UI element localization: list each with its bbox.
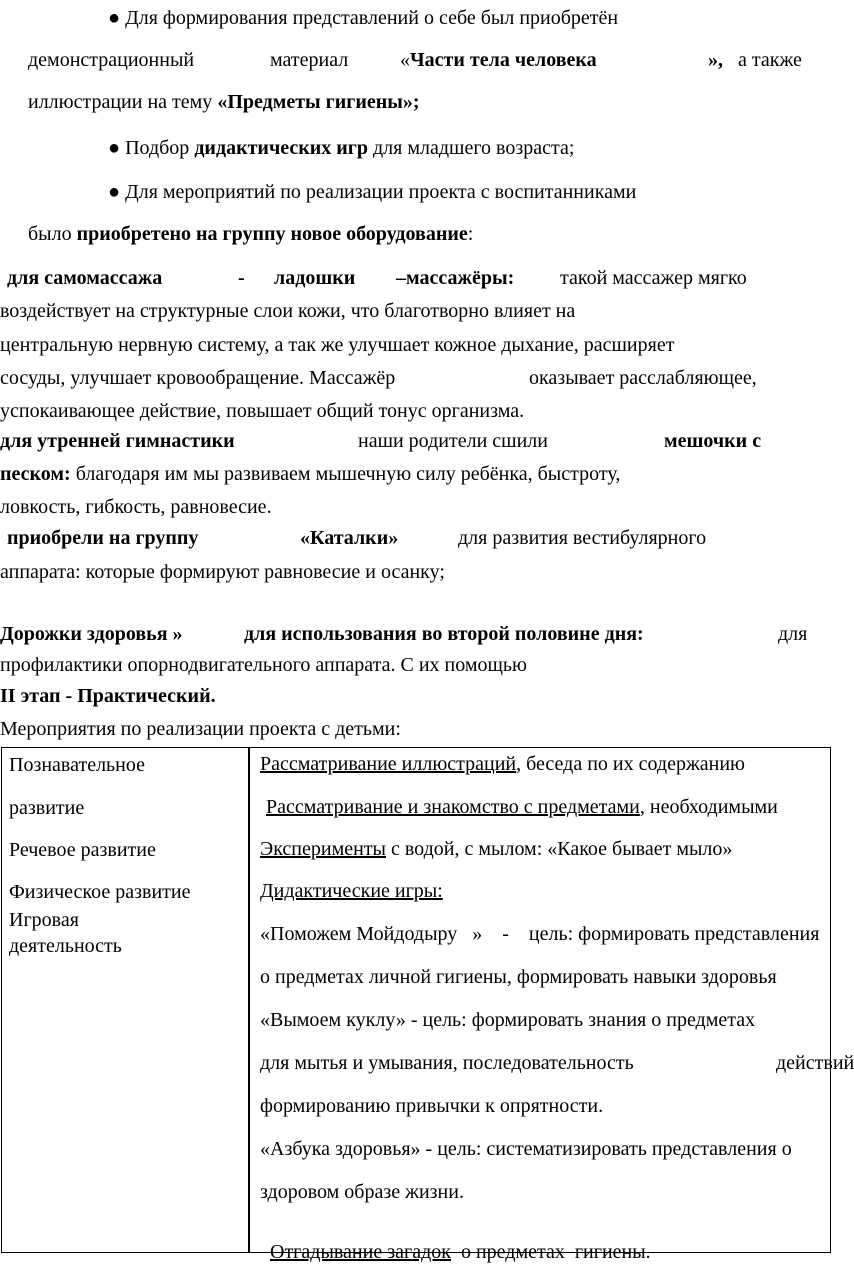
gym-a: для утренней гимнастики bbox=[0, 430, 235, 452]
hygiene-items-title: «Предметы гигиены»; bbox=[217, 91, 420, 113]
path-b: для использования во второй половине дня: bbox=[244, 623, 644, 645]
massage-line-4-b: оказывает расслабляющее, bbox=[529, 367, 757, 389]
massage-line-2: воздействует на структурные слои кожи, что благотворно влияет на bbox=[0, 300, 576, 322]
gym-c: мешочки с bbox=[664, 430, 762, 452]
illustrations-rest: , беседа по их содержанию bbox=[516, 753, 746, 775]
experiments-link: Эксперименты bbox=[260, 838, 386, 860]
objects-link: Рассматривание и знакомство с предметами bbox=[266, 796, 640, 818]
gym-line-2-text: благодаря им мы развиваем мышечную силу ребёнка, быстроту, bbox=[75, 463, 621, 485]
row-illustrations bbox=[260, 752, 745, 776]
line-6 bbox=[28, 222, 473, 246]
area-play-2: деятельность bbox=[9, 935, 122, 957]
line-2-word-e: а также bbox=[738, 49, 802, 71]
kat-b: «Каталки» bbox=[300, 527, 399, 549]
kat-a: приобрели на группу bbox=[7, 527, 199, 549]
massage-a: для самомассажа bbox=[7, 267, 163, 289]
activities-table bbox=[1, 747, 831, 1253]
riddles-rest: о предметах гигиены. bbox=[450, 1241, 651, 1263]
line-3-text: иллюстрации на тему bbox=[28, 91, 213, 113]
kat-line-2: аппарата: которые формируют равновесие и осанку; bbox=[0, 561, 445, 583]
gym-line-3: ловкость, гибкость, равновесие. bbox=[0, 496, 272, 518]
row-healthy-life: здоровом образе жизни. bbox=[260, 1181, 464, 1203]
illustrations-link: Рассматривание иллюстраций bbox=[260, 753, 517, 775]
events-intro: Мероприятия по реализации проекта с детьми: bbox=[0, 718, 401, 740]
table-column-divider bbox=[248, 747, 250, 1253]
line-2-quote-open bbox=[400, 48, 597, 72]
experiments-rest: с водой, с мылом: «Какое бывает мыло» bbox=[386, 838, 733, 860]
row-didactic-games: Дидактические игры: bbox=[260, 880, 443, 902]
path-c: для bbox=[778, 623, 808, 645]
bullet-line-1 bbox=[108, 6, 618, 30]
massage-line-4-a: сосуды, улучшает кровообращение. Массажёр bbox=[0, 367, 396, 389]
row-sequence-b: действий bbox=[776, 1052, 854, 1074]
area-speech: Речевое развитие bbox=[9, 839, 156, 861]
area-cognitive-1: Познавательное bbox=[9, 754, 146, 776]
row-wash-doll: «Вымоем куклу» - цель: формировать знания о предметах bbox=[260, 1009, 756, 1031]
path-line-2: профилактики опорнодвигательного аппарата. С их помощью bbox=[0, 654, 527, 676]
row-riddles bbox=[260, 1216, 651, 1264]
riddles-link: Отгадывание загадок bbox=[270, 1241, 451, 1263]
line-2-quote-close: », bbox=[708, 49, 723, 71]
row-hygiene-items: о предметах личной гигиены, формировать навыки здоровья bbox=[260, 966, 777, 988]
body-parts-title: Части тела человека bbox=[410, 49, 597, 71]
massage-palms: ладошки bbox=[274, 267, 356, 289]
bullet-text: ● Для формирования представлений о себе был приобретён bbox=[108, 7, 619, 29]
colon: : bbox=[467, 223, 474, 245]
gym-line-2 bbox=[0, 462, 620, 486]
quote-mark: « bbox=[400, 49, 410, 71]
bullet-line-2 bbox=[108, 136, 574, 160]
area-physical: Физическое развитие bbox=[9, 881, 191, 903]
massage-dash: - bbox=[238, 267, 245, 289]
area-play-1: Игровая bbox=[9, 909, 79, 931]
stage-heading: II этап - Практический. bbox=[0, 685, 216, 707]
didactic-games: дидактических игр bbox=[194, 137, 368, 159]
new-equipment: приобретено на группу новое оборудование bbox=[76, 223, 468, 245]
row-health-abc: «Азбука здоровья» - цель: систематизировать представления о bbox=[260, 1138, 792, 1160]
line-2-word-b: материал bbox=[270, 49, 349, 71]
row-objects bbox=[266, 795, 778, 819]
sand-bags: песком: bbox=[0, 463, 71, 485]
row-experiments bbox=[260, 837, 732, 861]
objects-rest: , необходимыми bbox=[639, 796, 778, 818]
row-neatness: формированию привычки к опрятности. bbox=[260, 1095, 604, 1117]
line-3 bbox=[28, 90, 420, 114]
massage-massagers: –массажёры: bbox=[396, 267, 515, 289]
gym-b: наши родители сшили bbox=[358, 430, 548, 452]
line-2-word-a: демонстрационный bbox=[28, 49, 195, 71]
row-sequence-a: для мытья и умывания, последовательность bbox=[260, 1052, 634, 1074]
bullet-2-a: ● Подбор bbox=[108, 137, 190, 159]
bullet-2-c: для младшего возраста; bbox=[373, 137, 575, 159]
area-cognitive-2: развитие bbox=[9, 797, 85, 819]
row-moidodyr: «Поможем Мойдодыру » - цель: формировать представления bbox=[260, 923, 820, 945]
bullet-line-3: ● Для мероприятий по реализации проекта с воспитанниками bbox=[108, 181, 637, 203]
kat-c: для развития вестибулярного bbox=[458, 527, 707, 549]
massage-line-5: успокаивающее действие, повышает общий тонус организма. bbox=[0, 400, 525, 422]
massage-e: такой массажер мягко bbox=[560, 267, 747, 289]
massage-line-3: центральную нервную систему, а так же улучшает кожное дыхание, расширяет bbox=[0, 334, 675, 356]
line-6-a: было bbox=[28, 223, 72, 245]
path-a: Дорожки здоровья » bbox=[0, 623, 183, 645]
